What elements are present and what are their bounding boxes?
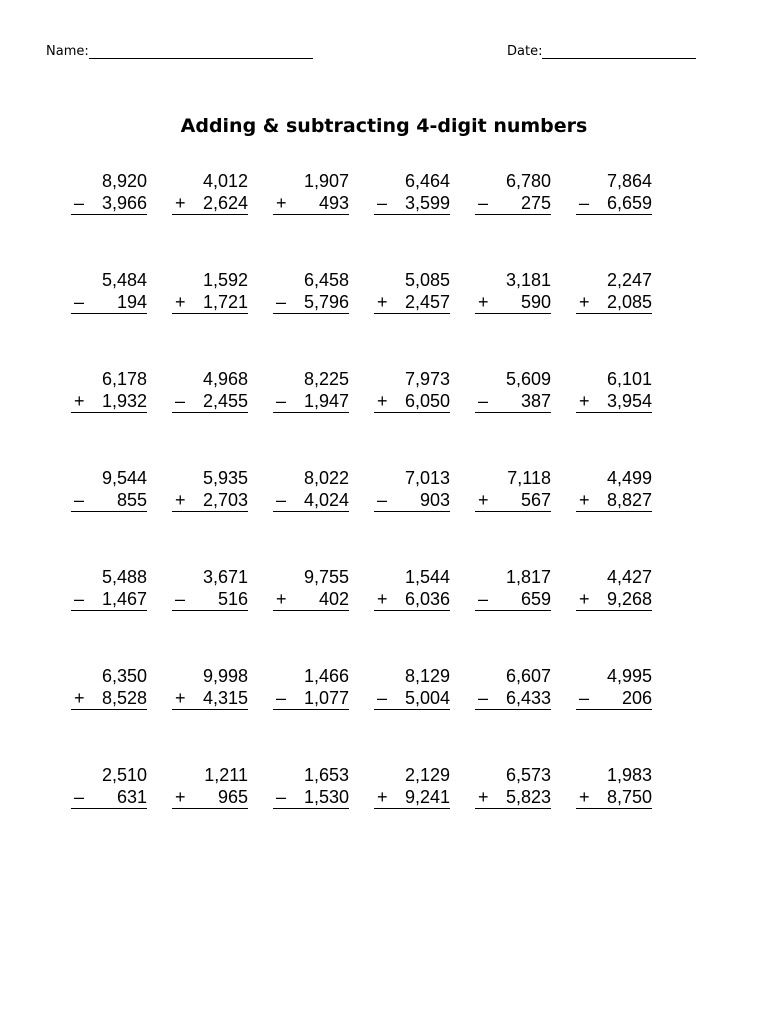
problem-bottom-number: 567 [520,490,551,510]
problem-top-number: 5,085 [404,270,450,290]
problem-top-number: 2,510 [101,765,147,785]
problem-bottom-row [273,687,349,710]
problem-bottom-row [576,489,652,512]
problem-top-number: 7,864 [606,171,652,191]
problem-bottom-row [71,192,147,215]
problem-bottom-row [273,489,349,512]
operator-sign: – [377,490,388,510]
operator-sign: + [175,292,186,312]
problem-top-number: 4,012 [202,171,248,191]
math-problem [273,170,349,269]
problem-top-number: 8,920 [101,171,147,191]
problem-bottom-row [374,786,450,809]
operator-sign: – [478,589,489,609]
problem-bottom-number: 631 [116,787,147,807]
problem-bottom-row [71,588,147,611]
problem-top-number: 2,247 [606,270,652,290]
problem-bottom-number: 965 [217,787,248,807]
operator-sign: + [74,688,85,708]
problem-top-number: 4,427 [606,567,652,587]
math-problem [172,170,248,269]
problem-bottom-row [172,291,248,314]
problem-bottom-number: 402 [318,589,349,609]
math-problem [71,764,147,863]
operator-sign: – [478,391,489,411]
operator-sign: – [74,589,85,609]
math-problem [374,566,450,665]
operator-sign: + [74,391,85,411]
math-problem [273,269,349,368]
operator-sign: – [579,688,590,708]
problem-top-number: 3,181 [505,270,551,290]
problem-top-number: 8,225 [303,369,349,389]
problem-top-number: 6,464 [404,171,450,191]
problem-bottom-row [576,390,652,413]
math-problem [374,170,450,269]
math-problem [374,467,450,566]
problem-bottom-row [71,291,147,314]
problem-top-number: 7,973 [404,369,450,389]
math-problem [475,269,551,368]
problem-bottom-row [374,588,450,611]
problem-bottom-row [273,390,349,413]
problem-top-number: 1,653 [303,765,349,785]
problem-top-number: 4,968 [202,369,248,389]
problem-bottom-number: 194 [116,292,147,312]
worksheet-title: Adding & subtracting 4-digit numbers [180,115,588,137]
problem-bottom-number: 5,823 [505,787,551,807]
problem-top-number: 6,607 [505,666,551,686]
date-field[interactable] [507,44,696,59]
operator-sign: – [74,787,85,807]
problem-bottom-number: 590 [520,292,551,312]
problem-bottom-row [273,786,349,809]
operator-sign: – [276,292,287,312]
problem-top-number: 6,573 [505,765,551,785]
operator-sign: + [175,688,186,708]
math-problem [172,566,248,665]
operator-sign: + [377,589,388,609]
problem-bottom-row [475,588,551,611]
problem-bottom-number: 275 [520,193,551,213]
math-problem [475,467,551,566]
math-problem [576,467,652,566]
operator-sign: – [276,391,287,411]
math-problem [71,170,147,269]
operator-sign: + [377,787,388,807]
operator-sign: + [377,292,388,312]
math-problem [576,566,652,665]
math-problem [273,566,349,665]
problem-bottom-number: 2,085 [606,292,652,312]
operator-sign: – [579,193,590,213]
math-problem [71,467,147,566]
math-problem [576,170,652,269]
problem-bottom-row [71,786,147,809]
problem-bottom-number: 6,659 [606,193,652,213]
math-problem [273,764,349,863]
operator-sign: – [478,193,489,213]
problem-bottom-number: 8,827 [606,490,652,510]
problem-bottom-row [273,588,349,611]
operator-sign: + [478,490,489,510]
problem-bottom-number: 6,433 [505,688,551,708]
operator-sign: + [579,490,590,510]
problem-bottom-row [374,192,450,215]
math-problem [71,566,147,665]
math-problem [475,764,551,863]
math-problem [475,665,551,764]
operator-sign: – [276,787,287,807]
problem-bottom-number: 1,721 [202,292,248,312]
problem-bottom-number: 4,315 [202,688,248,708]
operator-sign: + [377,391,388,411]
problem-top-number: 1,983 [606,765,652,785]
operator-sign: + [579,787,590,807]
operator-sign: + [478,292,489,312]
problem-bottom-number: 1,077 [303,688,349,708]
problem-bottom-row [374,687,450,710]
math-problem [172,269,248,368]
problem-bottom-row [71,390,147,413]
math-problem [71,269,147,368]
math-problem [576,665,652,764]
problem-bottom-row [273,291,349,314]
problem-bottom-number: 6,036 [404,589,450,609]
math-problem [475,368,551,467]
math-problem [374,269,450,368]
problem-bottom-number: 1,932 [101,391,147,411]
math-problem [172,764,248,863]
problem-top-number: 9,998 [202,666,248,686]
problem-bottom-number: 855 [116,490,147,510]
problem-top-number: 4,499 [606,468,652,488]
problem-bottom-number: 659 [520,589,551,609]
problem-top-number: 9,755 [303,567,349,587]
problem-top-number: 8,022 [303,468,349,488]
operator-sign: – [478,688,489,708]
problem-top-number: 1,544 [404,567,450,587]
problem-bottom-row [576,192,652,215]
math-problem [172,665,248,764]
problem-bottom-row [374,291,450,314]
problem-top-number: 6,780 [505,171,551,191]
problem-grid [71,170,652,863]
problem-top-number: 7,013 [404,468,450,488]
operator-sign: + [579,292,590,312]
problem-bottom-number: 2,455 [202,391,248,411]
problem-bottom-number: 4,024 [303,490,349,510]
problem-bottom-number: 6,050 [404,391,450,411]
problem-top-number: 1,466 [303,666,349,686]
math-problem [475,566,551,665]
problem-bottom-number: 2,624 [202,193,248,213]
math-problem [273,665,349,764]
problem-top-number: 7,118 [507,468,551,488]
problem-bottom-row [475,489,551,512]
problem-top-number: 8,129 [404,666,450,686]
operator-sign: + [579,589,590,609]
problem-bottom-row [374,390,450,413]
problem-bottom-number: 3,954 [606,391,652,411]
operator-sign: + [276,193,287,213]
math-problem [273,368,349,467]
problem-bottom-number: 3,599 [404,193,450,213]
problem-bottom-row [475,192,551,215]
operator-sign: + [175,490,186,510]
problem-top-number: 1,592 [202,270,248,290]
name-label: Name: [46,44,89,59]
operator-sign: – [377,193,388,213]
problem-bottom-row [71,489,147,512]
problem-bottom-number: 516 [217,589,248,609]
operator-sign: – [74,292,85,312]
operator-sign: – [377,688,388,708]
problem-top-number: 6,350 [101,666,147,686]
problem-bottom-row [475,291,551,314]
problem-bottom-number: 1,467 [101,589,147,609]
math-problem [475,170,551,269]
problem-top-number: 9,544 [101,468,147,488]
math-problem [71,665,147,764]
problem-top-number: 4,995 [606,666,652,686]
problem-top-number: 6,101 [606,369,652,389]
problem-bottom-row [475,687,551,710]
problem-bottom-number: 5,796 [303,292,349,312]
problem-bottom-number: 8,528 [101,688,147,708]
operator-sign: + [579,391,590,411]
math-problem [172,467,248,566]
operator-sign: – [74,193,85,213]
name-blank-line[interactable] [89,44,313,59]
problem-top-number: 6,178 [101,369,147,389]
problem-bottom-number: 206 [621,688,652,708]
problem-bottom-number: 903 [419,490,450,510]
operator-sign: + [276,589,287,609]
problem-bottom-row [172,489,248,512]
problem-top-number: 5,935 [202,468,248,488]
problem-bottom-row [475,390,551,413]
operator-sign: – [276,688,287,708]
problem-bottom-number: 1,530 [303,787,349,807]
date-blank-line[interactable] [542,44,696,59]
problem-bottom-number: 387 [520,391,551,411]
problem-bottom-row [576,786,652,809]
operator-sign: – [175,391,186,411]
problem-bottom-number: 493 [318,193,349,213]
problem-bottom-number: 9,241 [404,787,450,807]
math-problem [576,764,652,863]
problem-bottom-row [172,390,248,413]
math-problem [576,368,652,467]
problem-top-number: 5,488 [101,567,147,587]
problem-bottom-row [273,192,349,215]
operator-sign: – [276,490,287,510]
problem-bottom-row [374,489,450,512]
problem-top-number: 5,484 [101,270,147,290]
math-problem [576,269,652,368]
operator-sign: – [175,589,186,609]
operator-sign: + [175,193,186,213]
operator-sign: + [175,787,186,807]
date-label: Date: [507,44,543,59]
name-field[interactable] [46,44,313,59]
problem-bottom-number: 2,703 [202,490,248,510]
problem-top-number: 1,817 [505,567,551,587]
problem-bottom-row [172,687,248,710]
math-problem [374,368,450,467]
problem-bottom-row [475,786,551,809]
problem-top-number: 3,671 [202,567,248,587]
problem-bottom-number: 2,457 [404,292,450,312]
problem-bottom-row [71,687,147,710]
operator-sign: – [74,490,85,510]
problem-bottom-row [576,291,652,314]
problem-bottom-number: 8,750 [606,787,652,807]
math-problem [374,665,450,764]
problem-bottom-row [172,588,248,611]
problem-bottom-number: 5,004 [404,688,450,708]
problem-top-number: 1,907 [303,171,349,191]
operator-sign: + [478,787,489,807]
problem-top-number: 1,211 [204,765,248,785]
math-problem [374,764,450,863]
math-problem [71,368,147,467]
problem-bottom-row [576,687,652,710]
problem-bottom-row [576,588,652,611]
math-problem [172,368,248,467]
math-problem [273,467,349,566]
problem-bottom-row [172,192,248,215]
problem-bottom-number: 3,966 [101,193,147,213]
problem-top-number: 6,458 [303,270,349,290]
problem-bottom-number: 1,947 [303,391,349,411]
problem-top-number: 2,129 [404,765,450,785]
problem-bottom-number: 9,268 [606,589,652,609]
problem-top-number: 5,609 [505,369,551,389]
problem-bottom-row [172,786,248,809]
